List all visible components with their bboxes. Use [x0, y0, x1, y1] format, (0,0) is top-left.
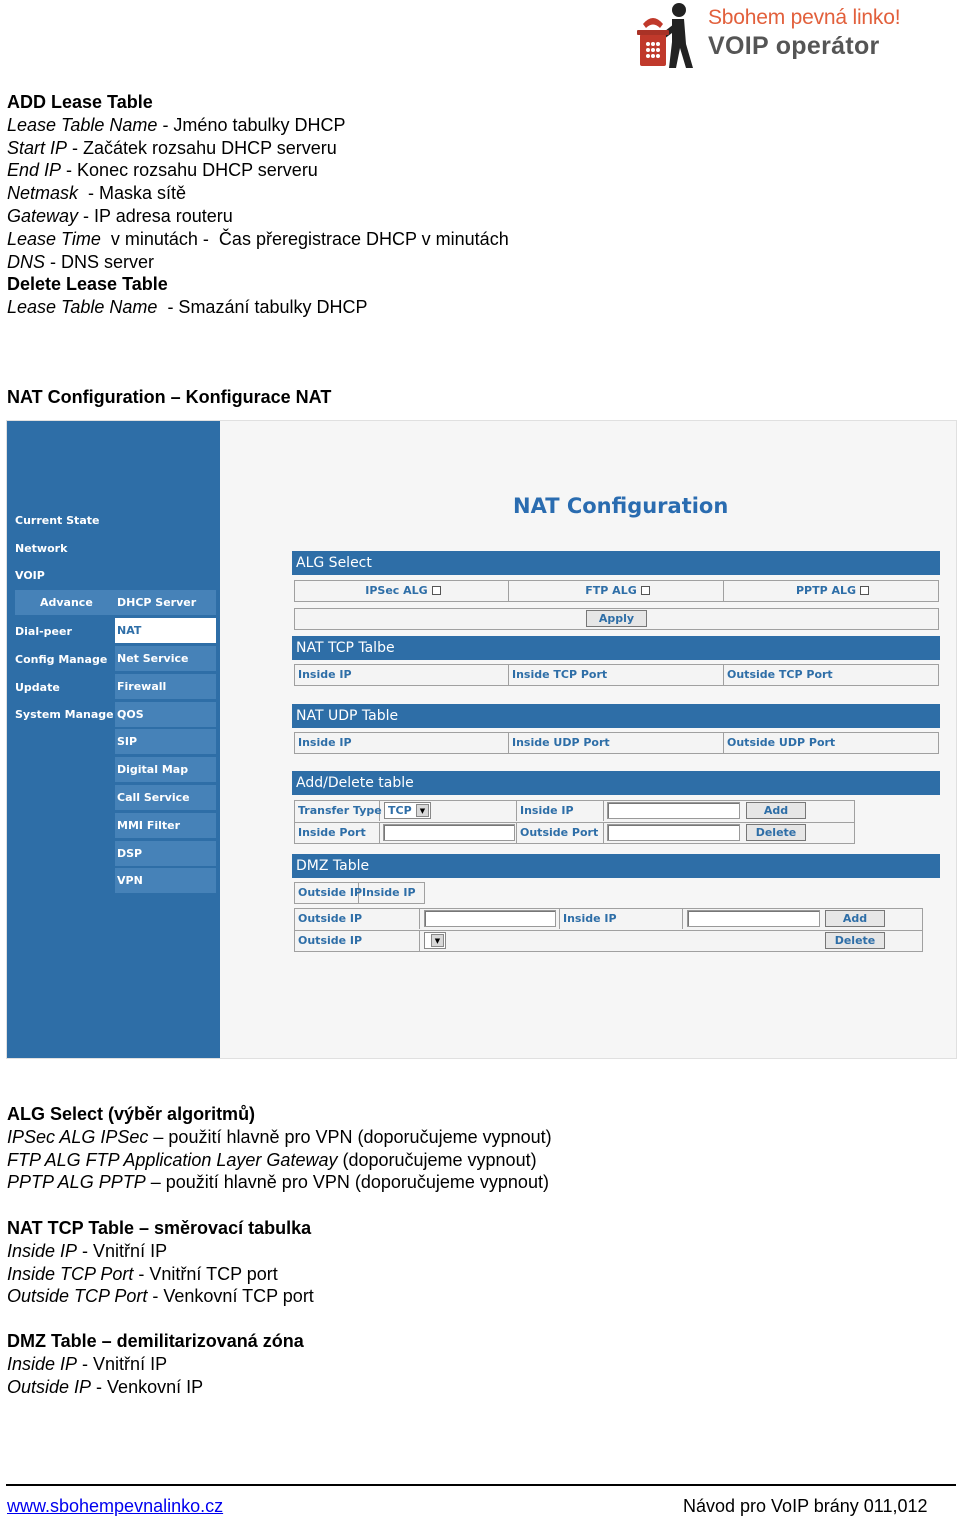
ipsec-alg-label: IPSec ALG	[365, 584, 428, 597]
alg-line	[7, 1126, 552, 1149]
nat-udp-bar: NAT UDP Table	[292, 704, 940, 728]
lease-section	[7, 91, 509, 319]
dmz-section	[7, 1330, 304, 1398]
term: IPSec ALG IPSec	[7, 1126, 149, 1147]
nat-tcp-header-row	[294, 664, 939, 686]
desc: v minutách - Čas přeregistrace DHCP v minutách	[100, 228, 509, 249]
term: Start IP	[7, 137, 68, 158]
term: PPTP ALG PPTP	[7, 1172, 146, 1193]
header-logo	[636, 2, 936, 70]
dmz-outside-ip-label-2: Outside IP	[295, 931, 420, 951]
term: End IP	[7, 160, 62, 181]
nat-config-title: NAT Configuration	[513, 494, 729, 518]
sidebar-item-voip[interactable]: VOIP	[15, 569, 45, 582]
dmz-line	[7, 1376, 304, 1399]
dmz-col-inside-ip: Inside IP	[362, 886, 416, 899]
lease-line	[7, 159, 509, 182]
term: Inside IP	[7, 1240, 78, 1261]
nat-heading: NAT Configuration – Konfigurace NAT	[7, 387, 332, 407]
dmz-heading: DMZ Table – demilitarizovaná zóna	[7, 1331, 304, 1351]
delete-button[interactable]: Delete	[746, 824, 806, 841]
dmz-form	[294, 908, 923, 952]
term: Lease Table Name	[7, 297, 158, 318]
outside-port-label: Outside Port	[516, 823, 604, 843]
udp-col-inside-port: Inside UDP Port	[509, 733, 724, 753]
alg-section	[7, 1103, 552, 1194]
tcp-heading: NAT TCP Table – směrovací tabulka	[7, 1218, 312, 1238]
add-button[interactable]: Add	[746, 802, 806, 819]
term: Gateway	[7, 205, 79, 226]
alg-line	[7, 1171, 552, 1194]
subnav-call-service[interactable]: Call Service	[115, 785, 216, 810]
dmz-header-row	[294, 882, 425, 904]
ftp-alg-label: FTP ALG	[585, 584, 637, 597]
add-delete-form	[294, 800, 855, 844]
ftp-alg-cell	[509, 581, 724, 601]
transfer-type-value: TCP	[388, 804, 412, 817]
subnav-nat[interactable]: NAT	[115, 618, 216, 643]
sidebar-item-advance[interactable]: Advance	[15, 590, 115, 615]
ftp-alg-checkbox[interactable]	[641, 586, 650, 595]
term: FTP ALG FTP Application Layer Gateway	[7, 1149, 338, 1170]
logo-tagline: Sbohem pevná linko!	[708, 6, 901, 29]
desc: - Konec rozsahu DHCP serveru	[61, 160, 318, 181]
nat-section-heading	[7, 386, 331, 409]
inside-port-input[interactable]	[383, 824, 515, 841]
tcp-col-inside-port: Inside TCP Port	[509, 665, 724, 685]
sidebar-item-config-manage[interactable]: Config Manage	[15, 653, 108, 666]
term: Lease Time	[7, 228, 101, 249]
dmz-inside-ip-input[interactable]	[687, 910, 820, 927]
term: Inside IP	[7, 1353, 78, 1374]
desc: - DNS server	[45, 251, 155, 272]
telephone-trash-icon	[636, 2, 700, 70]
sidebar-item-network[interactable]: Network	[15, 542, 68, 555]
subnav-dsp[interactable]: DSP	[115, 841, 216, 866]
footer-divider	[6, 1484, 956, 1486]
add-lease-heading: ADD Lease Table	[7, 92, 153, 112]
tcp-line	[7, 1240, 314, 1263]
lease-line	[7, 228, 509, 251]
udp-col-outside-port: Outside UDP Port	[727, 736, 836, 749]
tcp-col-outside-port: Outside TCP Port	[727, 668, 833, 681]
inside-port-label: Inside Port	[295, 823, 380, 843]
alg-row	[294, 580, 939, 602]
term: DNS	[7, 251, 46, 272]
tcp-col-inside-ip: Inside IP	[295, 665, 509, 685]
subnav-sip[interactable]: SIP	[115, 729, 216, 754]
apply-row	[294, 608, 939, 630]
pptp-alg-cell	[724, 581, 938, 601]
desc: - Venkovní IP	[91, 1376, 204, 1397]
nat-udp-header-row	[294, 732, 939, 754]
term: Lease Table Name	[7, 114, 158, 135]
pptp-alg-checkbox[interactable]	[860, 586, 869, 595]
nat-tcp-bar: NAT TCP Talbe	[292, 636, 940, 660]
desc: - Vnitřní TCP port	[133, 1263, 278, 1284]
subnav-mmi-filter[interactable]: MMI Filter	[115, 813, 216, 838]
lease-line	[7, 137, 509, 160]
sidebar	[7, 421, 220, 1058]
alg-heading: ALG Select (výběr algoritmů)	[7, 1104, 256, 1124]
outside-port-input[interactable]	[607, 824, 740, 841]
term: Netmask	[7, 183, 79, 204]
desc: - Vnitřní IP	[77, 1353, 168, 1374]
desc: - Smazání tabulky DHCP	[157, 297, 368, 318]
sidebar-item-system-manage[interactable]: System Manage	[15, 708, 114, 721]
desc: (doporučujeme vypnout)	[337, 1149, 537, 1170]
desc: - Venkovní TCP port	[147, 1286, 314, 1307]
inside-ip-input[interactable]	[607, 802, 740, 819]
footer-website-link[interactable]: www.sbohempevnalinko.cz	[7, 1496, 224, 1516]
dmz-outside-ip-label: Outside IP	[295, 909, 420, 929]
term: Outside TCP Port	[7, 1286, 148, 1307]
lease-line	[7, 182, 509, 205]
add-delete-bar: Add/Delete table	[292, 771, 940, 795]
dmz-delete-button[interactable]: Delete	[825, 932, 885, 949]
term: Inside TCP Port	[7, 1263, 134, 1284]
logo-name: VOIP operátor	[708, 32, 880, 60]
chevron-down-icon: ▼	[416, 804, 429, 817]
desc: – použití hlavně pro VPN (doporučujeme vypnout)	[145, 1172, 549, 1193]
sidebar-item-update[interactable]: Update	[15, 681, 60, 694]
lease-line	[7, 114, 509, 137]
chevron-down-icon: ▼	[431, 934, 444, 947]
dmz-bar: DMZ Table	[292, 854, 940, 878]
sidebar-item-dial-peer[interactable]: Dial-peer	[15, 625, 72, 638]
dmz-outside-ip-select[interactable]	[424, 932, 446, 949]
transfer-type-label: Transfer Type	[295, 801, 380, 821]
subnav-qos[interactable]: QOS	[115, 702, 216, 727]
term: Outside IP	[7, 1376, 92, 1397]
dmz-add-button[interactable]: Add	[825, 910, 885, 927]
desc: - Maska sítě	[78, 183, 187, 204]
dmz-col-outside-ip: Outside IP	[295, 883, 359, 903]
dmz-inside-ip-label: Inside IP	[559, 909, 683, 929]
pptp-alg-label: PPTP ALG	[795, 584, 857, 597]
alg-select-bar: ALG Select	[292, 551, 940, 575]
nat-configuration-screenshot	[6, 420, 957, 1059]
subnav-firewall[interactable]: Firewall	[115, 674, 216, 699]
footer-doc-title: Návod pro VoIP brány 011,012	[683, 1496, 928, 1516]
dmz-outside-ip-input[interactable]	[424, 910, 556, 927]
ipsec-alg-cell	[295, 581, 509, 601]
dmz-line	[7, 1353, 304, 1376]
lease-line	[7, 205, 509, 228]
desc: - IP adresa routeru	[78, 205, 233, 226]
desc: - Začátek rozsahu DHCP serveru	[67, 137, 337, 158]
ipsec-alg-checkbox[interactable]	[432, 586, 441, 595]
subnav-vpn[interactable]: VPN	[115, 868, 216, 893]
alg-line	[7, 1149, 552, 1172]
inside-ip-label: Inside IP	[516, 801, 604, 821]
lease-line	[7, 296, 509, 319]
desc: – použití hlavně pro VPN (doporučujeme vypnout)	[148, 1126, 552, 1147]
subnav-digital-map[interactable]: Digital Map	[115, 757, 216, 782]
tcp-line	[7, 1285, 314, 1308]
subnav-dhcp-server[interactable]: DHCP Server	[115, 590, 216, 615]
apply-button[interactable]: Apply	[586, 610, 647, 627]
desc: - Vnitřní IP	[77, 1240, 168, 1261]
tcp-line	[7, 1263, 314, 1286]
subnav-net-service[interactable]: Net Service	[115, 646, 216, 671]
udp-col-inside-ip: Inside IP	[295, 733, 509, 753]
delete-lease-heading: Delete Lease Table	[7, 274, 168, 295]
desc: - Jméno tabulky DHCP	[157, 114, 346, 135]
lease-line	[7, 251, 509, 274]
transfer-type-select[interactable]	[384, 802, 431, 819]
sidebar-item-current-state[interactable]: Current State	[15, 514, 100, 527]
tcp-section	[7, 1217, 314, 1308]
